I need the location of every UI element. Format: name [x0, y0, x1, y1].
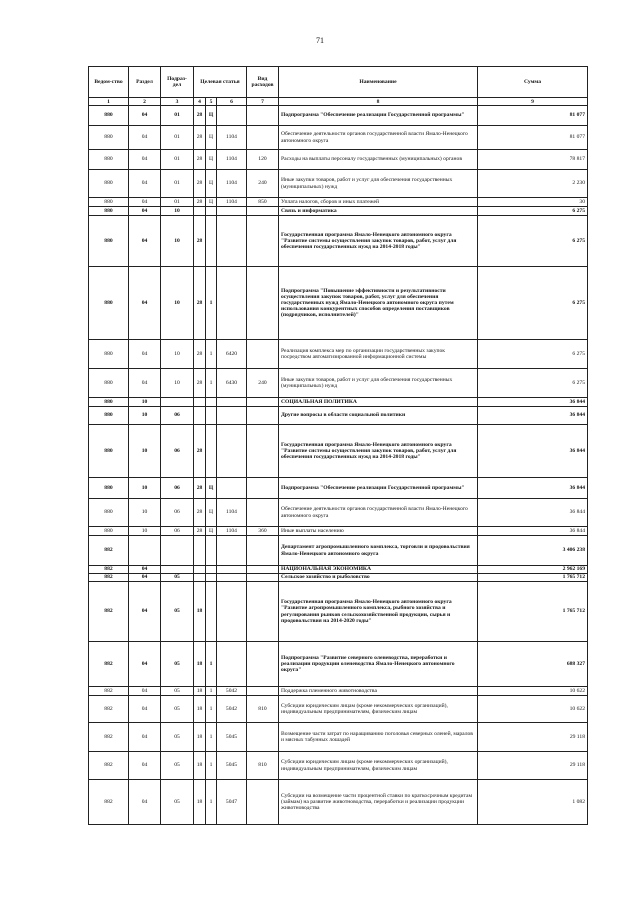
table-row: [89, 340, 588, 369]
table-row: [89, 198, 588, 207]
cell-razdel: 04: [129, 106, 161, 126]
column-number: 2: [129, 98, 161, 106]
cell-razdel: 04: [129, 340, 161, 369]
cell-vid: [247, 582, 279, 642]
cell-target-program: [194, 407, 206, 425]
cell-razdel: [129, 536, 161, 566]
cell-target-code: 1104: [217, 527, 247, 536]
cell-target-code: [217, 478, 247, 499]
table-row: [89, 425, 588, 478]
cell-name: Субсидии на возмещение части процентной ставки по краткосрочным кредитам (займам) на развитие животноводства, переработки и реализации продукции животноводства: [279, 780, 478, 825]
cell-sum: 10 622: [478, 696, 588, 723]
cell-target-subprogram: Ц: [206, 499, 217, 527]
cell-target-subprogram: 1: [206, 696, 217, 723]
table-row: [89, 752, 588, 780]
cell-vid: [247, 574, 279, 582]
cell-name: Государственная программа Ямало-Ненецкого автономного округа "Развитие системы осуществления закупок товаров, работ, услуг для обеспечения государственных нужд на 2014-2018 годы": [279, 216, 478, 267]
cell-sum: 36 844: [478, 407, 588, 425]
cell-target-program: 28: [194, 170, 206, 198]
cell-target-subprogram: [206, 582, 217, 642]
cell-ved: 880: [89, 106, 129, 126]
table-row: [89, 696, 588, 723]
table-row: [89, 642, 588, 687]
cell-target-program: [194, 207, 206, 216]
cell-name: Иные выплаты населению: [279, 527, 478, 536]
cell-podrazdel: 05: [161, 696, 194, 723]
cell-razdel: 04: [129, 207, 161, 216]
cell-ved: 880: [89, 369, 129, 398]
cell-podrazdel: 06: [161, 478, 194, 499]
cell-target-subprogram: 1: [206, 752, 217, 780]
cell-name: Возмещение части затрат по наращиванию поголовья северных оленей, маралов и мясных табунных лошадей: [279, 723, 478, 752]
cell-razdel: 10: [129, 425, 161, 478]
cell-target-program: 18: [194, 723, 206, 752]
budget-table: [88, 66, 588, 825]
table-row: [89, 574, 588, 582]
column-number: 4: [194, 98, 206, 106]
cell-vid: [247, 478, 279, 499]
cell-target-code: [217, 425, 247, 478]
cell-target-program: 18: [194, 780, 206, 825]
cell-sum: 6 275: [478, 207, 588, 216]
cell-razdel: 04: [129, 267, 161, 340]
cell-target-program: 28: [194, 150, 206, 170]
cell-ved: 880: [89, 398, 129, 407]
column-number: 7: [247, 98, 279, 106]
cell-podrazdel: 05: [161, 723, 194, 752]
cell-target-program: 28: [194, 126, 206, 150]
cell-target-subprogram: 1: [206, 687, 217, 696]
cell-target-code: [217, 566, 247, 574]
cell-ved: 880: [89, 478, 129, 499]
cell-vid: 360: [247, 527, 279, 536]
cell-razdel: 10: [129, 407, 161, 425]
cell-razdel: 10: [129, 499, 161, 527]
cell-target-code: 1104: [217, 126, 247, 150]
cell-sum: 3 406 238: [478, 536, 588, 566]
cell-razdel: 04: [129, 582, 161, 642]
table-row: [89, 582, 588, 642]
cell-target-subprogram: 1: [206, 642, 217, 687]
cell-name: Другие вопросы в области социальной политики: [279, 407, 478, 425]
cell-sum: 30: [478, 198, 588, 207]
cell-name: Расходы на выплаты персоналу государственных (муниципальных) органов: [279, 150, 478, 170]
cell-target-subprogram: [206, 425, 217, 478]
table-body: [89, 106, 588, 825]
header-ved: Ведом-ство: [89, 67, 129, 98]
cell-target-subprogram: [206, 207, 217, 216]
cell-target-program: [194, 398, 206, 407]
table-row: [89, 126, 588, 150]
cell-target-subprogram: [206, 574, 217, 582]
cell-podrazdel: 10: [161, 340, 194, 369]
cell-target-subprogram: Ц: [206, 198, 217, 207]
cell-name: Обеспечение деятельности органов государственной власти Ямало-Ненецкого автономного округа: [279, 499, 478, 527]
table-row: [89, 478, 588, 499]
cell-ved: 880: [89, 198, 129, 207]
cell-podrazdel: 05: [161, 687, 194, 696]
column-number: 8: [279, 98, 478, 106]
cell-target-code: 5042: [217, 687, 247, 696]
cell-target-code: 6430: [217, 369, 247, 398]
cell-ved: 880: [89, 407, 129, 425]
cell-target-subprogram: 1: [206, 369, 217, 398]
cell-target-subprogram: [206, 398, 217, 407]
cell-razdel: 04: [129, 687, 161, 696]
cell-ved: 882: [89, 696, 129, 723]
cell-podrazdel: 05: [161, 574, 194, 582]
cell-name: Государственная программа Ямало-Ненецкого автономного округа "Развитие системы осуществления закупок товаров, работ, услуг для обеспечения государственных нужд на 2014-2018 годы": [279, 425, 478, 478]
cell-target-code: 1104: [217, 198, 247, 207]
cell-podrazdel: 05: [161, 780, 194, 825]
cell-sum: 78 817: [478, 150, 588, 170]
cell-target-code: 1104: [217, 499, 247, 527]
cell-target-code: [217, 536, 247, 566]
cell-name: Подпрограмма "Обеспечение реализации Государственной программы": [279, 478, 478, 499]
cell-vid: 810: [247, 752, 279, 780]
cell-ved: 882: [89, 780, 129, 825]
cell-sum: 688 327: [478, 642, 588, 687]
cell-target-program: [194, 566, 206, 574]
cell-vid: [247, 267, 279, 340]
cell-podrazdel: [161, 536, 194, 566]
cell-sum: 6 275: [478, 369, 588, 398]
table-row: [89, 566, 588, 574]
table-row: [89, 723, 588, 752]
cell-podrazdel: [161, 398, 194, 407]
cell-name: Субсидии юридическим лицам (кроме некоммерческих организаций), индивидуальным предпринимателям, физическим лицам: [279, 696, 478, 723]
cell-name: Связь и информатика: [279, 207, 478, 216]
cell-vid: [247, 642, 279, 687]
cell-podrazdel: 06: [161, 425, 194, 478]
cell-vid: [247, 536, 279, 566]
cell-razdel: 04: [129, 126, 161, 150]
cell-sum: 6 275: [478, 267, 588, 340]
cell-sum: 36 844: [478, 499, 588, 527]
table-row: [89, 216, 588, 267]
cell-sum: 2 962 169: [478, 566, 588, 574]
cell-target-code: 1104: [217, 170, 247, 198]
column-number: 5: [206, 98, 217, 106]
page-number: 71: [316, 36, 324, 45]
cell-name: Поддержка племенного животноводства: [279, 687, 478, 696]
cell-vid: [247, 425, 279, 478]
cell-target-code: [217, 207, 247, 216]
cell-razdel: 04: [129, 696, 161, 723]
cell-target-code: 6420: [217, 340, 247, 369]
table-row: [89, 407, 588, 425]
cell-target-subprogram: 1: [206, 340, 217, 369]
table-row: [89, 398, 588, 407]
cell-target-program: 28: [194, 478, 206, 499]
cell-target-code: [217, 574, 247, 582]
header-vid: Вид расходов: [247, 67, 279, 98]
cell-ved: 880: [89, 425, 129, 478]
cell-ved: 880: [89, 527, 129, 536]
cell-target-code: [217, 106, 247, 126]
cell-podrazdel: 10: [161, 267, 194, 340]
cell-target-subprogram: [206, 407, 217, 425]
cell-podrazdel: [161, 566, 194, 574]
cell-target-subprogram: 1: [206, 723, 217, 752]
cell-podrazdel: 05: [161, 642, 194, 687]
cell-target-code: 5042: [217, 696, 247, 723]
cell-target-program: 18: [194, 582, 206, 642]
cell-razdel: 04: [129, 216, 161, 267]
cell-name: Иные закупки товаров, работ и услуг для обеспечения государственных (муниципальных) нужд: [279, 170, 478, 198]
table-row: [89, 267, 588, 340]
cell-target-code: [217, 267, 247, 340]
cell-target-program: 18: [194, 642, 206, 687]
cell-podrazdel: 01: [161, 198, 194, 207]
cell-ved: 882: [89, 574, 129, 582]
cell-target-code: 5045: [217, 752, 247, 780]
cell-ved: 880: [89, 216, 129, 267]
cell-razdel: 04: [129, 642, 161, 687]
cell-name: Иные закупки товаров, работ и услуг для обеспечения государственных (муниципальных) нужд: [279, 369, 478, 398]
table-row: [89, 369, 588, 398]
cell-razdel: 04: [129, 752, 161, 780]
cell-ved: 882: [89, 687, 129, 696]
column-number: 1: [89, 98, 129, 106]
cell-target-subprogram: 1: [206, 780, 217, 825]
cell-razdel: 04: [129, 566, 161, 574]
cell-target-subprogram: Ц: [206, 106, 217, 126]
cell-target-code: 5045: [217, 723, 247, 752]
cell-target-subprogram: [206, 216, 217, 267]
cell-razdel: 04: [129, 574, 161, 582]
cell-target-subprogram: Ц: [206, 478, 217, 499]
cell-razdel: 04: [129, 780, 161, 825]
table-row: [89, 527, 588, 536]
cell-sum: 1 082: [478, 780, 588, 825]
header-target: Целевая статья: [194, 67, 247, 98]
cell-vid: [247, 216, 279, 267]
cell-sum: 6 275: [478, 216, 588, 267]
cell-podrazdel: 06: [161, 527, 194, 536]
cell-target-code: [217, 216, 247, 267]
column-number: 3: [161, 98, 194, 106]
cell-vid: [247, 499, 279, 527]
cell-target-code: 5047: [217, 780, 247, 825]
cell-target-program: 28: [194, 499, 206, 527]
cell-podrazdel: 01: [161, 150, 194, 170]
cell-target-program: 28: [194, 198, 206, 207]
cell-ved: 880: [89, 340, 129, 369]
cell-target-program: 28: [194, 425, 206, 478]
cell-ved: 882: [89, 752, 129, 780]
header-row: [89, 67, 588, 98]
cell-razdel: 10: [129, 478, 161, 499]
cell-target-program: 28: [194, 527, 206, 536]
table-row: [89, 499, 588, 527]
cell-razdel: 04: [129, 369, 161, 398]
cell-sum: 2 230: [478, 170, 588, 198]
cell-podrazdel: 01: [161, 126, 194, 150]
cell-name: Государственная программа Ямало-Ненецкого автономного округа "Развитие агропромышленного комплекса, рыбного хозяйства и регулирования рынков сельскохозяйственной продукции, сырья и продовольствия на 2014-2020 годы": [279, 582, 478, 642]
cell-sum: 36 844: [478, 425, 588, 478]
cell-name: Субсидии юридическим лицам (кроме некоммерческих организаций), индивидуальным предпринимателям, физическим лицам: [279, 752, 478, 780]
cell-target-program: 28: [194, 340, 206, 369]
cell-vid: 850: [247, 198, 279, 207]
table-row: [89, 780, 588, 825]
table-row: [89, 687, 588, 696]
cell-target-code: 1104: [217, 150, 247, 170]
header-name: Наименование: [279, 67, 478, 98]
cell-ved: 880: [89, 150, 129, 170]
cell-podrazdel: 06: [161, 407, 194, 425]
header-razdel: Раздел: [129, 67, 161, 98]
cell-podrazdel: 01: [161, 170, 194, 198]
cell-name: Сельское хозяйство и рыболовство: [279, 574, 478, 582]
cell-vid: [247, 723, 279, 752]
cell-ved: 880: [89, 126, 129, 150]
table-row: [89, 106, 588, 126]
cell-name: Уплата налогов, сборов и иных платежей: [279, 198, 478, 207]
cell-vid: [247, 407, 279, 425]
cell-ved: 882: [89, 536, 129, 566]
cell-ved: 880: [89, 499, 129, 527]
cell-sum: 10 622: [478, 687, 588, 696]
cell-ved: 882: [89, 582, 129, 642]
cell-podrazdel: 10: [161, 207, 194, 216]
column-number: 9: [478, 98, 588, 106]
cell-ved: 882: [89, 642, 129, 687]
cell-target-program: [194, 574, 206, 582]
column-number: 6: [217, 98, 247, 106]
cell-target-program: 18: [194, 752, 206, 780]
cell-vid: [247, 780, 279, 825]
cell-podrazdel: 10: [161, 369, 194, 398]
cell-target-program: 28: [194, 106, 206, 126]
cell-sum: 29 118: [478, 723, 588, 752]
cell-razdel: 04: [129, 723, 161, 752]
cell-sum: 36 844: [478, 478, 588, 499]
cell-target-subprogram: [206, 566, 217, 574]
cell-vid: [247, 106, 279, 126]
cell-sum: 1 765 712: [478, 582, 588, 642]
cell-target-subprogram: Ц: [206, 150, 217, 170]
cell-target-program: 28: [194, 267, 206, 340]
cell-target-code: [217, 642, 247, 687]
table-row: [89, 150, 588, 170]
cell-target-code: [217, 398, 247, 407]
cell-target-subprogram: 1: [206, 267, 217, 340]
cell-sum: 6 275: [478, 340, 588, 369]
cell-sum: 29 118: [478, 752, 588, 780]
cell-vid: 240: [247, 170, 279, 198]
cell-razdel: 04: [129, 170, 161, 198]
cell-target-subprogram: [206, 536, 217, 566]
cell-podrazdel: 05: [161, 582, 194, 642]
cell-sum: 81 077: [478, 126, 588, 150]
table-row: [89, 207, 588, 216]
cell-target-subprogram: Ц: [206, 170, 217, 198]
cell-name: Подпрограмма "Развитие северного оленеводства, переработки и реализации продукции оленеводства Ямало-Ненецкого автономного округа": [279, 642, 478, 687]
cell-podrazdel: 06: [161, 499, 194, 527]
column-number-row: [89, 98, 588, 106]
cell-ved: 882: [89, 566, 129, 574]
cell-ved: 880: [89, 170, 129, 198]
cell-razdel: 10: [129, 527, 161, 536]
cell-ved: 882: [89, 723, 129, 752]
cell-podrazdel: 05: [161, 752, 194, 780]
cell-ved: 880: [89, 207, 129, 216]
cell-target-program: 18: [194, 696, 206, 723]
cell-vid: 120: [247, 150, 279, 170]
cell-name: НАЦИОНАЛЬНАЯ ЭКОНОМИКА: [279, 566, 478, 574]
cell-vid: [247, 398, 279, 407]
cell-razdel: 04: [129, 150, 161, 170]
cell-vid: [247, 126, 279, 150]
cell-target-code: [217, 407, 247, 425]
cell-razdel: 10: [129, 398, 161, 407]
cell-vid: 240: [247, 369, 279, 398]
cell-name: Реализация комплекса мер по организации государственных закупок посредством автоматизированной информационной системы: [279, 340, 478, 369]
cell-vid: [247, 207, 279, 216]
cell-vid: [247, 566, 279, 574]
cell-podrazdel: 01: [161, 106, 194, 126]
cell-target-program: 28: [194, 369, 206, 398]
cell-sum: 81 077: [478, 106, 588, 126]
cell-sum: 36 844: [478, 398, 588, 407]
table-row: [89, 536, 588, 566]
cell-name: Подпрограмма "Обеспечение реализации Государственной программы": [279, 106, 478, 126]
table-row: [89, 170, 588, 198]
cell-podrazdel: 10: [161, 216, 194, 267]
cell-name: Подпрограмма "Повышение эффективности и результативности осуществления закупок товаров, работ, услуг для обеспечения государственных нужд Ямало-Ненецкого автономного округа путем использования конкурентных способов определения поставщиков (подрядчиков, исполнителей)": [279, 267, 478, 340]
header-sum: Сумма: [478, 67, 588, 98]
cell-razdel: 04: [129, 198, 161, 207]
cell-name: Департамент агропромышленного комплекса, торговли и продовольствия Ямало-Ненецкого автономного округа: [279, 536, 478, 566]
cell-vid: 810: [247, 696, 279, 723]
cell-vid: [247, 340, 279, 369]
cell-vid: [247, 687, 279, 696]
cell-sum: 36 844: [478, 527, 588, 536]
cell-target-program: [194, 536, 206, 566]
cell-sum: 1 765 712: [478, 574, 588, 582]
header-podrazdel: Подраз-дел: [161, 67, 194, 98]
cell-target-subprogram: Ц: [206, 126, 217, 150]
cell-target-code: [217, 582, 247, 642]
cell-name: СОЦИАЛЬНАЯ ПОЛИТИКА: [279, 398, 478, 407]
cell-target-program: 18: [194, 687, 206, 696]
cell-ved: 880: [89, 267, 129, 340]
cell-target-program: 28: [194, 216, 206, 267]
cell-target-subprogram: Ц: [206, 527, 217, 536]
cell-name: Обеспечение деятельности органов государственной власти Ямало-Ненецкого автономного округа: [279, 126, 478, 150]
